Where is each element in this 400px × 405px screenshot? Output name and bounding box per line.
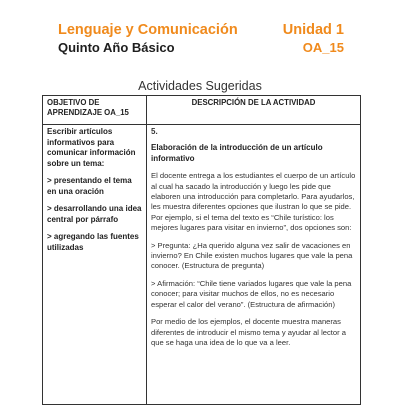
activity-number: 5. [151,127,158,136]
page-header-left [58,22,238,56]
unit-label: Unidad 1 [282,22,344,38]
activity-description-cell [147,125,361,405]
activity-paragraph: El docente entrega a los estudiantes el cuerpo de un artículo al cual ha sacado la introducción y luego les pide que elaboren una introducción para completarlo. Para ayudarlos, les muestra diferentes opciones que ilustran lo que se pide. Por ejemplo, si el tema del texto es “Chile turístico: los mejores lugares para visitar en invierno”, dos opciones son: [151,171,356,233]
activity-title: Elaboración de la introducción de un artículo informativo [151,143,323,163]
subject-title: Lenguaje y Comunicación [58,22,238,38]
objective-column-header: OBJETIVO DE APRENDIZAJE OA_15 [43,96,147,125]
grade-subtitle: Quinto Año Básico [58,40,175,55]
table-row [43,125,361,405]
objective-item: > presentando el tema en una oración [47,176,132,196]
table-header-row [43,96,361,125]
objective-cell [43,125,147,405]
objective-item: > agregando las fuentes utilizadas [47,232,139,252]
activity-paragraph: > Pregunta: ¿Ha querido alguna vez salir de vacaciones en invierno? En Chile existen muchos lugares que vale la pena conocer. (Estructura de pregunta) [151,240,353,271]
objective-code: OA_15 [302,40,344,55]
page-header-right [283,22,344,56]
activity-paragraph: Por medio de los ejemplos, el docente muestra maneras diferentes de introducir el mismo tema y ayudar al lector a que se haga una idea de lo que va a leer. [151,317,346,347]
objective-intro: Escribir artículos informativos para comunicar información sobre un tema: [47,127,136,168]
activity-paragraph: > Afirmación: “Chile tiene variados lugares que vale la pena conocer; para visitar muchos de ellos, no es necesario esperar el calor del verano”. (Estructura de afirmación) [151,278,352,309]
description-column-header: DESCRIPCIÓN DE LA ACTIVIDAD [147,96,361,125]
objective-item: > desarrollando una idea central por párrafo [47,204,142,224]
activities-table [42,95,361,405]
section-title: Actividades Sugeridas [138,79,262,93]
